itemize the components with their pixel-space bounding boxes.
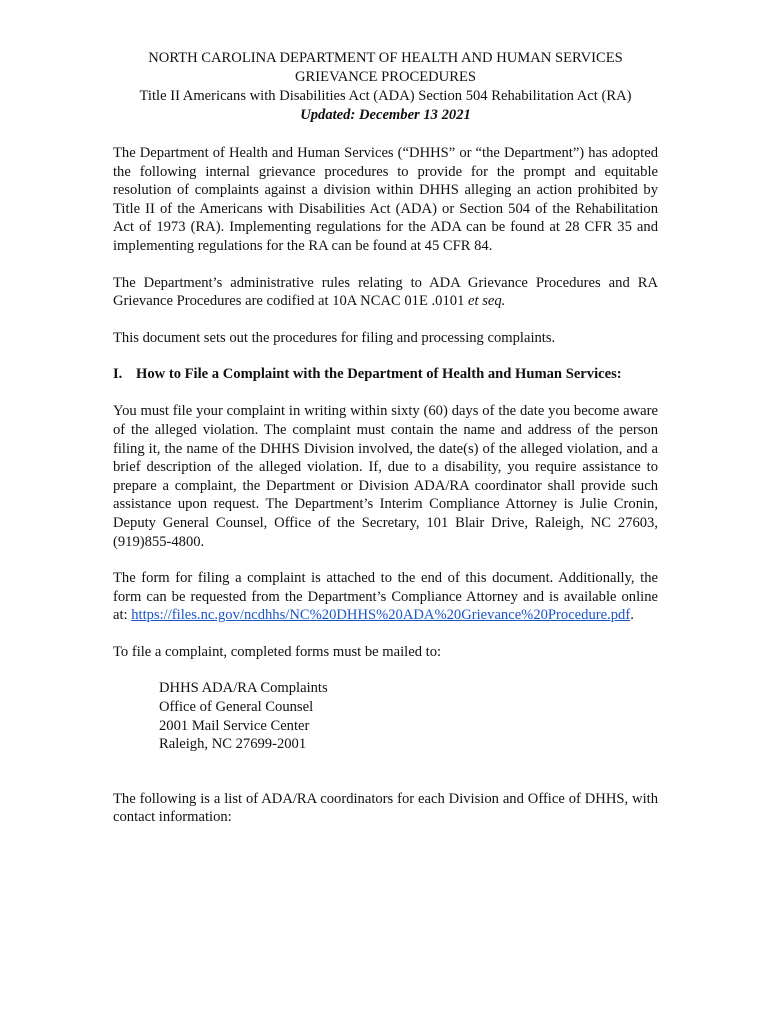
address-line-2: Office of General Counsel	[159, 699, 314, 716]
address-line-3: 2001 Mail Service Center	[159, 717, 310, 734]
section-paragraph-2	[113, 569, 658, 625]
section-paragraph-2-text: The form for filing a complaint is attached to the end of this document. Additionally, the form can be requested from the Department’s Compliance Attorney and is available online at:	[113, 570, 658, 624]
intro-paragraph-2	[113, 274, 658, 311]
document-page	[113, 49, 658, 827]
department-title: NORTH CAROLINA DEPARTMENT OF HEALTH AND HUMAN SERVICES	[148, 50, 623, 66]
section-heading	[113, 365, 658, 384]
section-number: I.	[113, 366, 123, 383]
intro-paragraph-2-text: The Department’s administrative rules relating to ADA Grievance Procedures and RA Grievance Procedures are codified at 10A NCAC 01E .0101	[113, 274, 658, 310]
section-title: How to File a Complaint with the Department of Health and Human Services:	[136, 366, 622, 383]
address-line-1: DHHS ADA/RA Complaints	[159, 680, 328, 697]
document-subtitle: Title II Americans with Disabilities Act (ADA) Section 504 Rehabilitation Act (RA)	[139, 88, 632, 104]
section-paragraph-4: The following is a list of ADA/RA coordinators for each Division and Office of DHHS, with contact information:	[113, 790, 658, 826]
address-line-4: Raleigh, NC 27699-2001	[159, 736, 307, 753]
mailing-address	[159, 679, 658, 753]
document-header	[113, 49, 658, 125]
section-paragraph-1: You must file your complaint in writing within sixty (60) days of the date you become aware of the alleged violation. The complaint must contain the name and address of the person filing it, the name of the DHHS Division involved, the date(s) of the alleged violation, and a brief description of the alleged violation. If, due to a disability, you require assistance to prepare a complaint, the Department or Division ADA/RA coordinator shall provide such assistance upon request. The Department’s Interim Compliance Attorney is Julie Cronin, Deputy General Counsel, Office of the Secretary, 101 Blair Drive, Raleigh, NC 27603, (919)855-4800.	[113, 403, 658, 550]
intro-paragraph-3: This document sets out the procedures for filing and processing complaints.	[113, 329, 556, 346]
intro-paragraph-1: The Department of Health and Human Services (“DHHS” or “the Department”) has adopted the following internal grievance procedures to provide for the prompt and equitable resolution of complaints against a division within DHHS alleging an action prohibited by Title II of the Americans with Disabilities Act (ADA) or Section 504 of the Rehabilitation Act of 1973 (RA). Implementing regulations for the ADA can be found at 28 CFR 35 and implementing regulations for the RA can be found at 45 CFR 84.	[113, 145, 658, 254]
document-title: GRIEVANCE PROCEDURES	[295, 69, 476, 85]
section-paragraph-3: To file a complaint, completed forms must be mailed to:	[113, 643, 442, 660]
intro-paragraph-2-italic: et seq.	[468, 293, 506, 310]
updated-date: Updated: December 13 2021	[300, 107, 471, 123]
grievance-procedure-link[interactable]: https://files.nc.gov/ncdhhs/NC%20DHHS%20ADA%20Grievance%20Procedure.pdf	[131, 607, 631, 624]
section-paragraph-2-end: .	[630, 607, 634, 624]
